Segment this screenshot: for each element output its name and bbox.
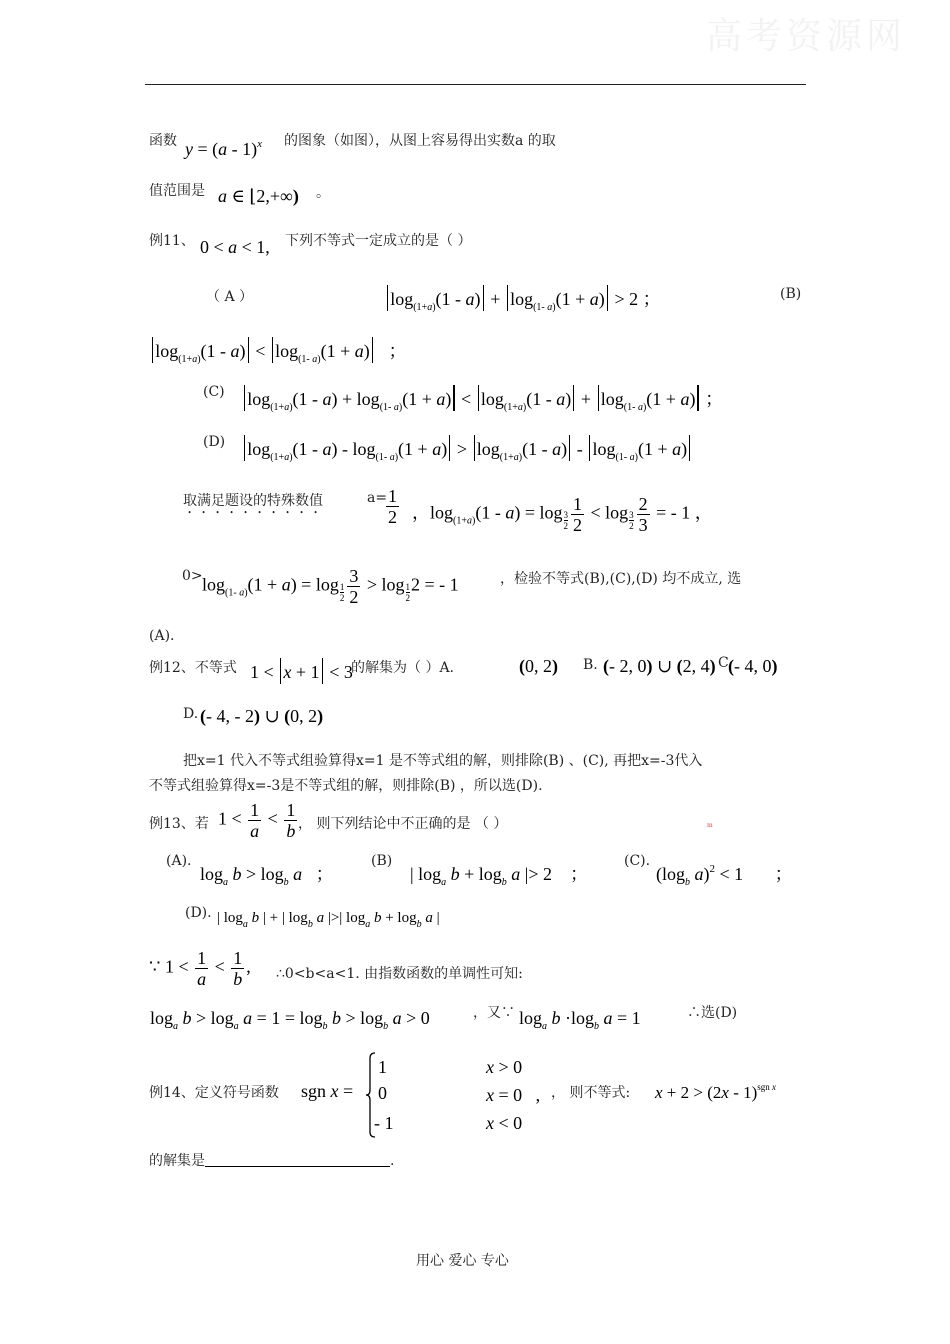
- piecewise-1: 1: [378, 1057, 387, 1077]
- solution-11-a: a=: [367, 490, 388, 506]
- formula-option-D: $\log_{(1+a)}(1 - a) - \log_{(1- a)}(1 + a) > \log_{(1+a)}(1 - a) - \log_{(1- a)}(1 + a)$: [242, 435, 692, 463]
- solution-pre: 的解集是: [149, 1153, 205, 1169]
- formula-ex13-A: $\log_a b > \log_b a$ ；: [200, 864, 334, 888]
- example-14-then: ， 则不等式:: [551, 1085, 631, 1101]
- example-13-label: 例13、若: [149, 816, 209, 832]
- example-13-text: ， 则下列结论中不正确的是 （ ）: [298, 816, 508, 832]
- answer-blank[interactable]: [205, 1152, 390, 1167]
- example-14-label: 例14、定义符号函数: [149, 1085, 279, 1101]
- formula-solution-11b: $\log_{(1- a)}(1 + a) = \log$ $\frac{1}{2}$ $\frac{3}{2}$ > log $\frac{1}{2}$ 2 = - 1: [202, 566, 459, 607]
- therefore-choose: ∴选(D): [687, 1005, 738, 1021]
- footer: 用心 爱心 专心: [416, 1253, 509, 1269]
- formula-ex12-D: (- 4, - 2) ∪ (0, 2): [200, 706, 324, 726]
- formula-range: a ∈ ⌊2,+∞): [218, 186, 299, 206]
- choose-A: (A).: [149, 628, 175, 644]
- formula-ex13-B: | $\log_a b + \log_b a$ |> 2 ；: [410, 864, 589, 888]
- text-line-1-pre: 函数: [149, 133, 177, 149]
- formula-half: $\frac{1}{2}$: [388, 486, 397, 527]
- example-12-label: 例12、不等式: [149, 660, 237, 676]
- formula-ex13-D: | $\log_a b$ | + | $\log_b a$ |>| $\log_a b + \log_b a$ |: [217, 910, 440, 930]
- formula-sgn: sgn x =: [301, 1081, 354, 1101]
- example-11-text: 下列不等式一定成立的是（ ）: [285, 233, 472, 249]
- example-13-D: (D).: [185, 905, 212, 921]
- piecewise-0: 0: [378, 1083, 387, 1103]
- formula-ex12-ineq: 1 < x + 1 < 3: [250, 658, 353, 684]
- formula-ex11-cond: 0 < a < 1,: [200, 237, 270, 257]
- formula-option-B: $\log_{(1+a)}(1 - a) < \log_{(1- a)}(1 + a)$ ；: [150, 337, 406, 365]
- example-13-C: (C).: [624, 853, 651, 869]
- solution-11-pre: 取满足题设的特殊数值: [183, 493, 323, 509]
- formula-ex12-B: (- 2, 0) ∪ (2, 4): [603, 656, 716, 676]
- solution-12-line-2: 不等式组验算得x=-3是不等式组的解，则排除(B) ，所以选(D).: [149, 778, 543, 794]
- option-B-label: (B): [780, 286, 802, 302]
- formula-ex13-C: ($\log_b$ a)$^2$ < 1 ；: [656, 863, 793, 888]
- piecewise-cond-1: x > 0: [486, 1057, 523, 1077]
- formula-option-A: $\log_{(1+a)}(1 - a) + \log_{(1- a)}(1 + a) > 2$ ；: [385, 285, 661, 313]
- formula-ex14-ineq: x + 2 > (2x - 1)$^{sgn x}$: [655, 1082, 777, 1102]
- text-line-2-post: 。: [316, 185, 330, 201]
- solution-12-line-1: 把x=1 代入不等式组验算得x=1 是不等式组的解，则排除(B) 、(C), 再把x=-3代入: [183, 753, 703, 769]
- example-13-B: (B): [371, 853, 393, 869]
- option-C-label: (C): [203, 384, 225, 400]
- example-13-A: (A).: [166, 853, 192, 869]
- example-14-solution: [149, 1150, 394, 1170]
- formula-ex12-C: (- 4, 0): [728, 656, 778, 676]
- therefore-text: ∴0<b<a<1. 由指数函数的单调性可知:: [276, 966, 523, 982]
- watermark: 高考资源网: [706, 16, 907, 57]
- formula-because: ∵ 1 < $\frac{1}{a}$ < $\frac{1}{b}$ ,: [149, 948, 251, 989]
- solution-end: .: [390, 1153, 395, 1169]
- formula-option-C: $\log_{(1+a)}(1 - a) + \log_{(1- a)}(1 + a) < \log_{(1+a)}(1 - a) + \log_{(1- a)}(1 + a)$ ；: [242, 385, 723, 413]
- small-mark: m: [707, 822, 713, 829]
- example-12-mid: 的解集为（ ）A.: [351, 660, 455, 676]
- option-A-label: （ A ）: [206, 289, 254, 305]
- formula-ex12-A: (0, 2): [519, 656, 558, 676]
- formula-log-chain: $\log_a b > \log_a a = 1 = \log_b b > \log_b a > 0$: [150, 1008, 430, 1032]
- piecewise-cond-neg1: x < 0: [486, 1113, 523, 1133]
- check-text: ，检验不等式(B),(C),(D) 均不成立, 选: [500, 571, 742, 587]
- piecewise-cond-0: x = 0 ,: [486, 1085, 541, 1105]
- example-12-C: C: [718, 655, 729, 671]
- formula-ex13-cond: 1 < $\frac{1}{a}$ < $\frac{1}{b}$: [218, 800, 296, 841]
- formula-y: y = (a - 1)$^x$: [185, 138, 263, 159]
- piecewise-neg1: - 1: [374, 1113, 394, 1133]
- text-line-1-post: 的图象（如图），从图上容易得出实数a 的取: [284, 133, 556, 149]
- example-12-D: D.: [183, 706, 199, 722]
- formula-product: $\log_a b \cdot\log_b$ a = 1: [519, 1008, 641, 1032]
- example-12-B: B.: [583, 657, 598, 673]
- zero-gt: 0>: [182, 568, 203, 584]
- because-symbol: ∵: [149, 956, 161, 977]
- header-rule: [145, 84, 806, 85]
- option-D-label: (D): [203, 434, 226, 450]
- text-line-2-pre: 值范围是: [149, 183, 205, 199]
- also-text: ，又∵: [473, 1005, 515, 1021]
- formula-solution-11: ，$\log_{(1+a)}(1 - a) = \log$ $\frac{3}{2}$ $\frac{1}{2}$ < log $\frac{3}{2}$ $\frac{2}{3}$ = - 1 ，: [412, 494, 713, 535]
- example-11-label: 例11、: [149, 233, 195, 249]
